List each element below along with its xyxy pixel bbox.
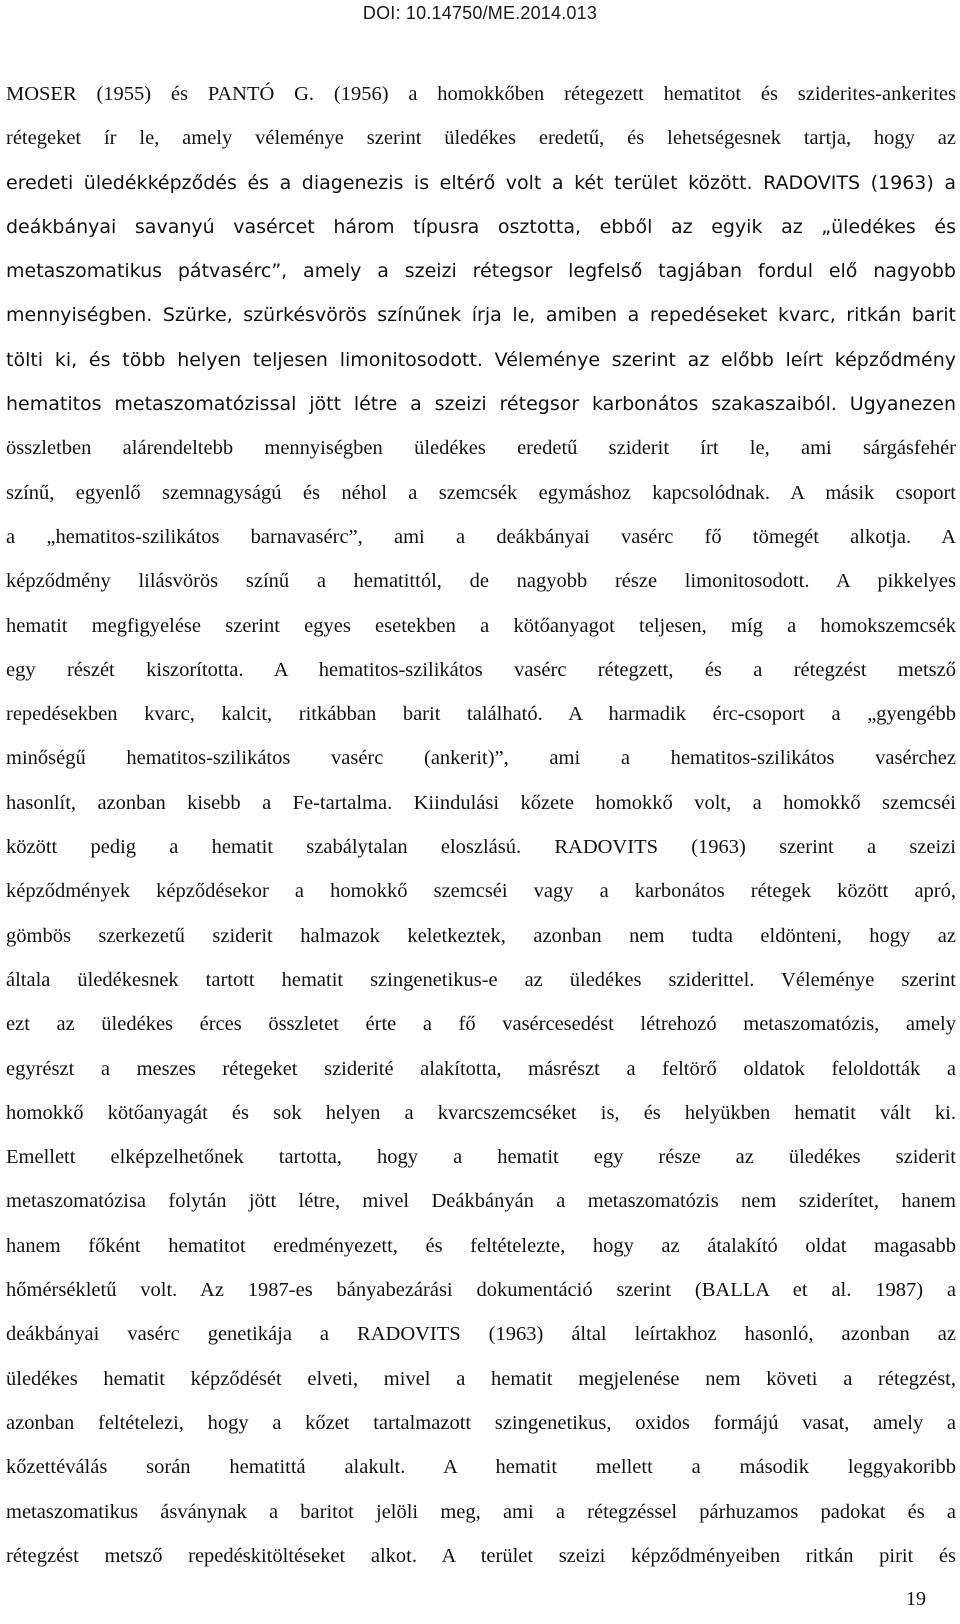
text-line: homokkő kötőanyagát és sok helyen a kvarcszemcséket is, és helyükben hematit vált ki. xyxy=(6,1101,956,1124)
text-line: metaszomatózisa folytán jött létre, mivel Deákbányán a metaszomatózis nem sziderítet, hanem xyxy=(6,1190,956,1213)
text-line: összletben alárendeltebb mennyiségben üledékes eredetű sziderit írt le, ami sárgásfehér xyxy=(6,437,956,460)
text-line: metaszomatikus pátvasérc”, amely a szeizi rétegsor legfelső tagjában fordul elő nagyobb xyxy=(6,260,956,283)
text-line: metaszomatikus ásványnak a baritot jelöli meg, ami a rétegzéssel párhuzamos padokat és a xyxy=(6,1500,956,1523)
text-line: gömbös szerkezetű sziderit halmazok keletkeztek, azonban nem tudta eldönteni, hogy az xyxy=(6,924,956,947)
page-number: 19 xyxy=(906,1588,926,1610)
text-line: deákbányai vasérc genetikája a RADOVITS (1963) által leírtakhoz hasonló, azonban az xyxy=(6,1323,956,1346)
text-line: azonban feltételezi, hogy a kőzet tartalmazott szingenetikus, oxidos formájú vasat, amely a xyxy=(6,1411,956,1434)
text-line: hőmérsékletű volt. Az 1987-es bányabezárási dokumentáció szerint (BALLA et al. 1987) a xyxy=(6,1279,956,1302)
text-line: minőségű hematitos-szilikátos vasérc (ankerit)”, ami a hematitos-szilikátos vasérchez xyxy=(6,747,956,770)
body-text xyxy=(6,72,956,1578)
text-line: képződmények képződésekor a homokkő szemcséi vagy a karbonátos rétegek között apró, xyxy=(6,880,956,903)
text-line: rétegzést metsző repedéskitöltéseket alkot. A terület szeizi képződményeiben ritkán pirit és xyxy=(6,1544,956,1567)
text-line: tölti ki, és több helyen teljesen limonitosodott. Véleménye szerint az előbb leírt képződmény xyxy=(6,348,956,371)
text-line: hematitos metaszomatózissal jött létre a szeizi rétegsor karbonátos szakaszaiból. Ugyanezen xyxy=(6,393,956,416)
text-line: között pedig a hematit szabálytalan eloszlású. RADOVITS (1963) szerint a szeizi xyxy=(6,836,956,859)
text-line: egy részét kiszorította. A hematitos-szilikátos vasérc rétegzett, és a rétegzést metsző xyxy=(6,658,956,681)
text-line: a „hematitos-szilikátos barnavasérc”, ami a deákbányai vasérc fő tömegét alkotja. A xyxy=(6,525,956,548)
text-line: hanem főként hematitot eredményezett, és feltételezte, hogy az átalakító oldat magasabb xyxy=(6,1234,956,1257)
text-line: színű, egyenlő szemnagyságú és néhol a szemcsék egymáshoz kapcsolódnak. A másik csoport xyxy=(6,481,956,504)
text-line: hasonlít, azonban kisebb a Fe-tartalma. Kiindulási kőzete homokkő volt, a homokkő szemcséi xyxy=(6,791,956,814)
doi-header: DOI: 10.14750/ME.2014.013 xyxy=(362,3,598,23)
text-line: eredeti üledékképződés és a diagenezis is eltérő volt a két terület között. RADOVITS (1963) a xyxy=(6,171,956,194)
text-line: általa üledékesnek tartott hematit szingenetikus-e az üledékes sziderittel. Véleménye szerint xyxy=(6,968,956,991)
text-line: kőzettéválás során hematittá alakult. A hematit mellett a második leggyakoribb xyxy=(6,1456,956,1479)
text-line: Emellett elképzelhetőnek tartotta, hogy a hematit egy része az üledékes sziderit xyxy=(6,1146,956,1169)
text-line: üledékes hematit képződését elveti, mivel a hematit megjelenése nem követi a rétegzést, xyxy=(6,1367,956,1390)
text-line: képződmény lilásvörös színű a hematittól, de nagyobb része limonitosodott. A pikkelyes xyxy=(6,570,956,593)
text-line: rétegeket ír le, amely véleménye szerint üledékes eredetű, és lehetségesnek tartja, hogy az xyxy=(6,127,956,150)
text-line: egyrészt a meszes rétegeket sziderité alakította, másrészt a feltörő oldatok feloldották a xyxy=(6,1057,956,1080)
text-line: MOSER (1955) és PANTÓ G. (1956) a homokkőben rétegezett hematitot és sziderites-ankerites xyxy=(6,83,956,105)
text-line: ezt az üledékes érces összletet érte a fő vasércesedést létrehozó metaszomatózis, amely xyxy=(6,1013,956,1036)
text-line: hematit megfigyelése szerint egyes esetekben a kötőanyagot teljesen, míg a homokszemcsék xyxy=(6,614,956,637)
text-line: deákbányai savanyú vasércet három típusra osztotta, ebből az egyik az „üledékes és xyxy=(6,215,956,238)
text-line: mennyiségben. Szürke, szürkésvörös színűnek írja le, amiben a repedéseket kvarc, ritkán barit xyxy=(6,304,956,327)
text-line: repedésekben kvarc, kalcit, ritkábban barit található. A harmadik érc-csoport a „gyengébb xyxy=(6,703,956,726)
